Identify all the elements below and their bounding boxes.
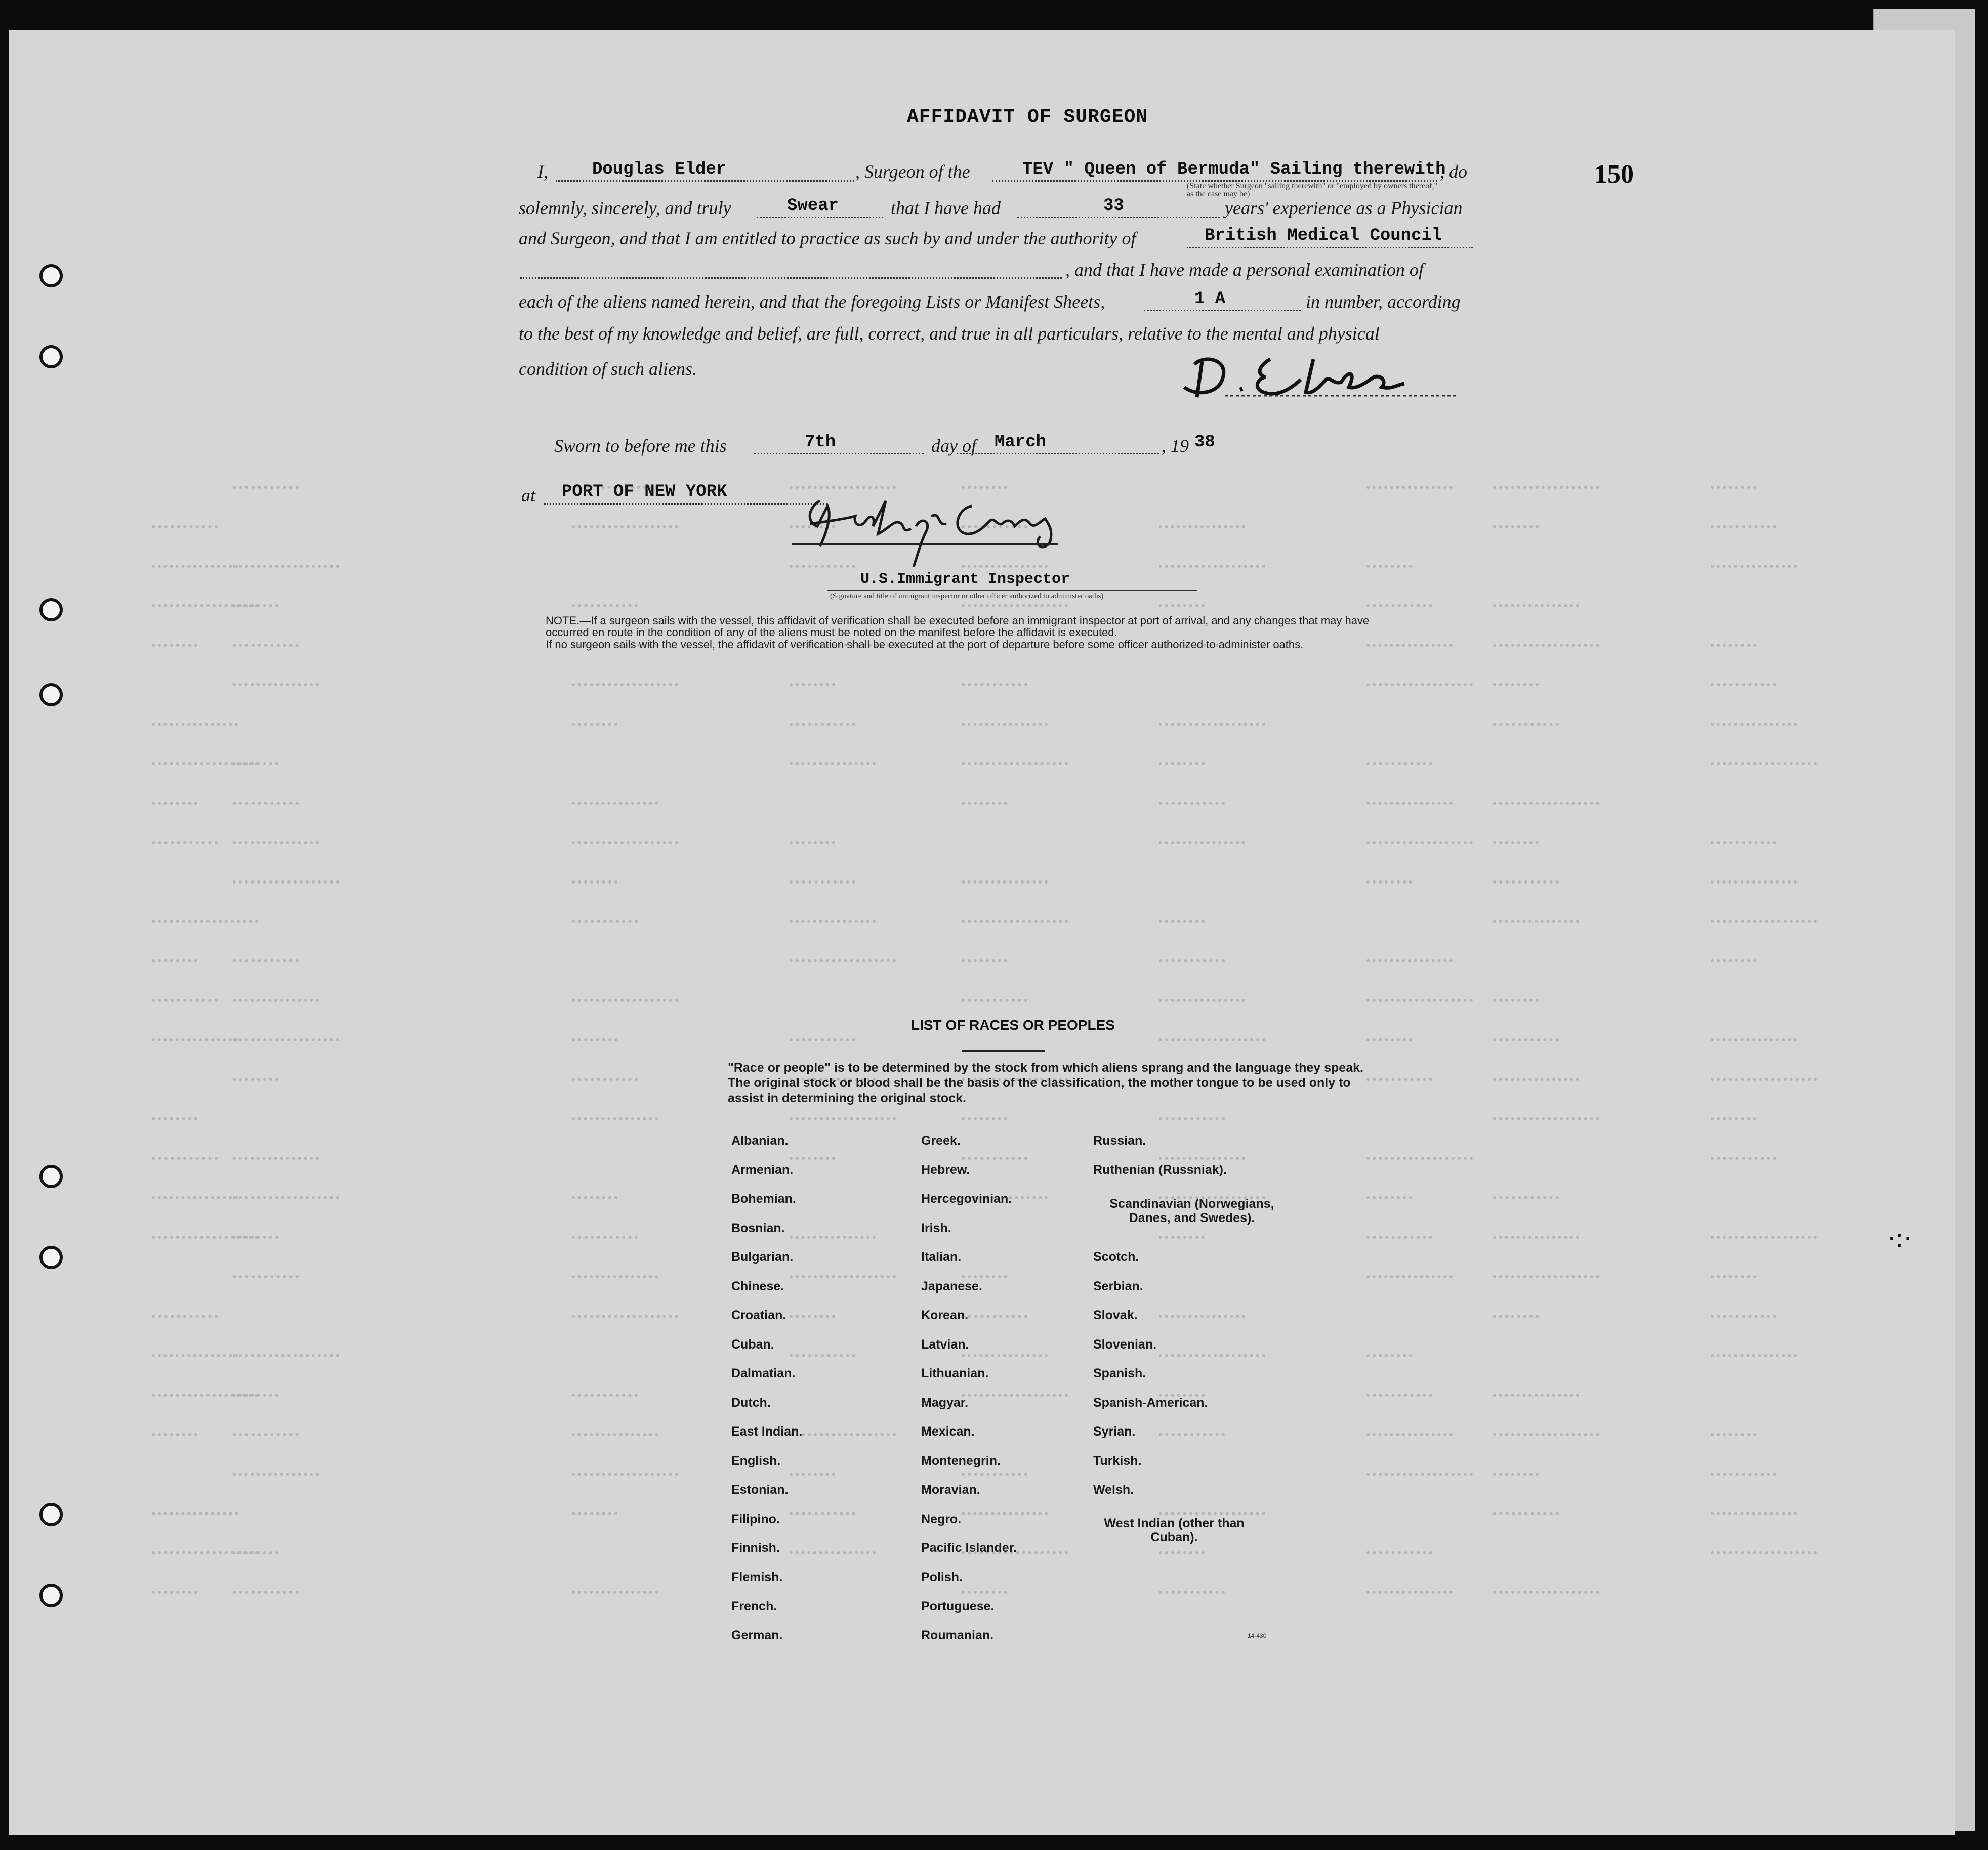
authority-blank	[1187, 247, 1473, 248]
race-item: Pacific Islander.	[921, 1541, 1017, 1555]
bleed-through-mark	[1493, 1270, 1599, 1278]
bleed-through-mark	[152, 560, 238, 568]
bleed-through-mark	[1711, 1546, 1817, 1554]
bleed-through-mark	[1711, 875, 1797, 884]
bleed-through-mark	[152, 1507, 238, 1515]
bleed-through-mark	[1159, 836, 1245, 844]
race-item: Hebrew.	[921, 1162, 970, 1177]
authority-blank-2	[520, 277, 1062, 279]
bleed-through-mark	[1159, 1112, 1225, 1120]
surgeon-name-blank	[556, 180, 854, 182]
binder-hole	[39, 1584, 63, 1607]
sworn-month-blank	[957, 453, 1159, 454]
bleed-through-mark	[152, 954, 197, 962]
bleed-through-mark	[1493, 1033, 1559, 1041]
bleed-through-mark	[1493, 1191, 1559, 1199]
bleed-through-mark	[572, 718, 617, 726]
bleed-through-mark	[572, 1310, 678, 1318]
bleed-through-mark	[572, 796, 658, 805]
race-item: Dutch.	[731, 1395, 771, 1410]
bleed-through-mark	[233, 875, 339, 884]
bleed-through-mark	[233, 954, 299, 962]
binder-hole	[39, 683, 63, 706]
race-item: Magyar.	[921, 1395, 969, 1410]
bleed-through-mark	[790, 954, 896, 962]
sworn-day: 7th	[805, 433, 836, 452]
affidavit-line2-prefix: solemnly, sincerely, and truly	[519, 198, 731, 218]
race-item: Roumanian.	[921, 1628, 994, 1643]
race-item: Montenegrin.	[921, 1453, 1001, 1468]
bleed-through-mark	[1493, 678, 1539, 686]
inspector-caption: (Signature and title of immigrant inspector or other officer authorized to administer oaths)	[830, 592, 1104, 600]
bleed-through-mark	[572, 875, 617, 884]
race-item: Scandinavian (Norwegians, Danes, and Swedes).	[1109, 1197, 1274, 1225]
bleed-through-mark	[1493, 481, 1599, 489]
bleed-through-mark	[790, 1546, 876, 1554]
affidavit-line2-suffix: years' experience as a Physician	[1225, 198, 1463, 218]
vessel-name: TEV " Queen of Bermuda" Sailing therewith	[1022, 160, 1446, 179]
bleed-through-mark	[962, 954, 1007, 962]
race-item: Japanese.	[921, 1279, 982, 1293]
bleed-through-mark	[152, 1428, 197, 1436]
bleed-through-mark	[790, 678, 835, 686]
bleed-through-mark	[1366, 1349, 1412, 1357]
bleed-through-mark	[152, 718, 238, 726]
bleed-through-mark	[1493, 875, 1559, 884]
race-item: Welsh.	[1093, 1483, 1134, 1497]
race-item: Croatian.	[731, 1308, 786, 1322]
bleed-through-mark	[1493, 1428, 1599, 1436]
bleed-through-mark	[1493, 1389, 1579, 1397]
note-line2: occurred en route in the condition of any of the aliens must be noted on the manifest before the affidavit is executed.	[546, 626, 1117, 639]
inspector-title-blank	[827, 590, 1197, 591]
bleed-through-mark	[1366, 1546, 1432, 1554]
inspector-signature	[790, 486, 1073, 577]
bleed-through-mark	[233, 796, 299, 805]
bleed-through-mark	[1493, 1112, 1599, 1120]
race-item: Syrian.	[1093, 1424, 1136, 1439]
bleed-through-mark	[233, 1231, 278, 1239]
bleed-through-mark	[790, 757, 876, 765]
bleed-through-mark	[572, 836, 678, 844]
bleed-through-mark	[572, 994, 678, 1002]
race-item: Moravian.	[921, 1483, 980, 1497]
bleed-through-mark	[962, 875, 1048, 884]
bleed-through-mark	[1711, 1349, 1797, 1357]
bleed-through-mark	[1366, 796, 1453, 805]
race-item: French.	[731, 1599, 777, 1613]
sworn-year: 38	[1194, 433, 1215, 452]
binder-hole	[39, 1165, 63, 1188]
race-item: Mexican.	[921, 1424, 975, 1439]
bleed-through-mark	[152, 1310, 218, 1318]
affidavit-line2-mid: that I have had	[891, 198, 1001, 218]
bleed-through-mark	[233, 757, 278, 765]
bleed-through-mark	[790, 875, 855, 884]
bleed-through-mark	[572, 1270, 658, 1278]
bleed-through-mark	[1366, 1270, 1453, 1278]
surgeon-signature	[1174, 349, 1478, 405]
race-item: Bosnian.	[731, 1221, 785, 1235]
race-item: Russian.	[1093, 1133, 1146, 1148]
race-item: Polish.	[921, 1570, 963, 1584]
bleed-through-mark	[1711, 1428, 1756, 1436]
race-item: Slovak.	[1093, 1308, 1138, 1322]
bleed-through-mark	[1159, 520, 1245, 528]
race-item: Bulgarian.	[731, 1250, 794, 1264]
bleed-through-mark	[1493, 836, 1539, 844]
bleed-through-mark	[233, 678, 319, 686]
bleed-through-mark	[1366, 1428, 1453, 1436]
bleed-through-mark	[233, 1546, 278, 1554]
bleed-through-mark	[152, 836, 218, 844]
bleed-through-mark	[1711, 1033, 1797, 1041]
bleed-through-mark	[233, 1191, 339, 1199]
bleed-through-mark	[1366, 1467, 1473, 1476]
binder-hole	[39, 1246, 63, 1269]
race-item: Italian.	[921, 1250, 962, 1264]
bleed-through-mark	[572, 915, 638, 923]
sheets-count: 1 A	[1194, 289, 1226, 309]
bleed-through-mark	[1366, 954, 1453, 962]
bleed-through-mark	[962, 599, 1068, 607]
bleed-through-mark	[152, 1152, 218, 1160]
bleed-through-mark	[962, 994, 1027, 1002]
affidavit-line6: to the best of my knowledge and belief, are full, correct, and true in all particulars, relative to the mental and physical	[519, 323, 1380, 344]
race-item: Latvian.	[921, 1337, 969, 1352]
bleed-through-mark	[1493, 796, 1599, 805]
bleed-through-mark	[1711, 639, 1756, 647]
bleed-through-mark	[1159, 1546, 1205, 1554]
bleed-through-mark	[1711, 1507, 1797, 1515]
bleed-through-mark	[1366, 1231, 1432, 1239]
bleed-through-mark	[1711, 1231, 1817, 1239]
sworn-year-prefix: , 19	[1162, 436, 1189, 456]
bleed-through-mark	[572, 1586, 658, 1594]
note-line1: NOTE.—If a surgeon sails with the vessel, this affidavit of verification shall be executed before an immigrant inspector at port of arrival, and any changes that may have	[546, 614, 1370, 627]
binder-hole	[39, 1503, 63, 1526]
bleed-through-mark	[1711, 954, 1756, 962]
bleed-through-mark	[1159, 757, 1205, 765]
bleed-through-mark	[790, 1428, 896, 1436]
race-item: Portuguese.	[921, 1599, 995, 1613]
sworn-prefix: Sworn to before me this	[554, 436, 727, 456]
bleed-through-mark	[1493, 520, 1539, 528]
bleed-through-mark	[572, 599, 638, 607]
bleed-through-mark	[152, 1033, 238, 1041]
affidavit-title: AFFIDAVIT OF SURGEON	[907, 106, 1148, 128]
bleed-through-mark	[962, 1112, 1007, 1120]
bleed-through-mark	[152, 1349, 238, 1357]
races-column-2	[921, 1133, 1017, 1657]
race-item: Irish.	[921, 1221, 951, 1235]
bleed-through-mark	[1493, 1507, 1559, 1515]
page-number: 150	[1594, 160, 1634, 189]
bleed-through-mark	[1711, 678, 1776, 686]
oath-word: Swear	[787, 196, 839, 216]
bleed-through-mark	[1366, 1073, 1432, 1081]
affidavit-line5-suffix: in number, according	[1306, 291, 1461, 312]
sworn-month: March	[995, 433, 1047, 452]
bleed-through-mark	[572, 1191, 617, 1199]
bleed-through-mark	[233, 599, 278, 607]
bleed-through-mark	[1366, 639, 1453, 647]
bleed-through-mark	[152, 915, 258, 923]
race-item: English.	[731, 1453, 781, 1468]
bleed-through-mark	[1159, 1586, 1225, 1594]
bleed-through-mark	[572, 1389, 638, 1397]
bleed-through-mark	[152, 1112, 197, 1120]
bleed-through-mark	[1366, 1389, 1432, 1397]
bleed-through-mark	[233, 1152, 319, 1160]
bleed-through-mark	[233, 1073, 278, 1081]
fold-mark: ·:·	[1888, 1225, 1912, 1253]
bleed-through-mark	[1493, 599, 1579, 607]
bleed-through-mark	[1159, 915, 1205, 923]
bleed-through-mark	[1493, 639, 1599, 647]
bleed-through-mark	[1493, 1467, 1539, 1476]
race-item: Albanian.	[731, 1133, 789, 1148]
race-item: Turkish.	[1093, 1453, 1142, 1468]
race-item: German.	[731, 1628, 783, 1643]
affidavit-line7: condition of such aliens.	[519, 359, 697, 379]
bleed-through-mark	[233, 1586, 299, 1594]
bleed-through-mark	[1366, 994, 1473, 1002]
at-label: at	[521, 485, 536, 506]
sworn-day-blank	[754, 453, 924, 454]
race-item: Lithuanian.	[921, 1366, 989, 1380]
bleed-through-mark	[962, 678, 1027, 686]
race-item: Slovenian.	[1093, 1337, 1157, 1352]
bleed-through-mark	[1366, 875, 1412, 884]
form-code: 14-430	[1248, 1632, 1267, 1639]
bleed-through-mark	[1711, 1073, 1817, 1081]
bleed-through-mark	[572, 1231, 638, 1239]
bleed-through-mark	[790, 1033, 855, 1041]
sheets-blank	[1144, 310, 1301, 311]
bleed-through-mark	[1366, 1152, 1473, 1160]
surgeon-name: Douglas Elder	[592, 160, 727, 179]
bleed-through-mark	[152, 1586, 197, 1594]
bleed-through-mark	[233, 1349, 339, 1357]
bleed-through-mark	[1366, 757, 1432, 765]
bleed-through-mark	[572, 520, 678, 528]
years-experience: 33	[1103, 196, 1124, 216]
bleed-through-mark	[1711, 520, 1776, 528]
bleed-through-mark	[572, 678, 678, 686]
bleed-through-mark	[233, 1428, 299, 1436]
port-blank	[544, 503, 827, 505]
race-item: Hercegovinian.	[921, 1192, 1012, 1206]
bleed-through-mark	[1493, 1073, 1579, 1081]
bleed-through-mark	[572, 1073, 638, 1081]
bleed-through-mark	[1711, 560, 1797, 568]
race-item: Korean.	[921, 1308, 969, 1322]
race-item: Chinese.	[731, 1279, 784, 1293]
bleed-through-mark	[152, 796, 197, 805]
inspector-title: U.S.Immigrant Inspector	[860, 571, 1070, 588]
binder-hole	[39, 345, 63, 368]
bleed-through-mark	[233, 1389, 278, 1397]
bleed-through-mark	[1159, 718, 1265, 726]
race-item: Greek.	[921, 1133, 961, 1148]
bleed-through-mark	[1711, 1112, 1756, 1120]
bleed-through-mark	[1159, 796, 1225, 805]
race-item: Spanish.	[1093, 1366, 1146, 1380]
bleed-through-mark	[572, 1033, 617, 1041]
races-column-1	[731, 1133, 802, 1657]
race-item: Scotch.	[1093, 1250, 1139, 1264]
bleed-through-mark	[152, 520, 218, 528]
bleed-through-mark	[1366, 1586, 1453, 1594]
affidavit-line5-prefix: each of the aliens named herein, and that the foregoing Lists or Manifest Sheets,	[519, 291, 1105, 312]
bleed-through-mark	[1159, 994, 1245, 1002]
bleed-through-mark	[1493, 1231, 1579, 1239]
bleed-through-mark	[572, 1467, 678, 1476]
bleed-through-mark	[233, 560, 339, 568]
years-blank	[1017, 217, 1220, 218]
binder-hole	[39, 264, 63, 287]
bleed-through-mark	[572, 1428, 658, 1436]
affidavit-line1-suffix: , do	[1440, 161, 1467, 182]
race-item: Negro.	[921, 1511, 962, 1526]
binder-hole	[39, 598, 63, 621]
race-item: Bohemian.	[731, 1192, 796, 1206]
bleed-through-mark	[1493, 994, 1539, 1002]
bleed-through-mark	[1711, 1310, 1776, 1318]
affidavit-line1-prefix: I,	[537, 161, 548, 182]
race-item: West Indian (other than Cuban).	[1104, 1516, 1245, 1544]
bleed-through-mark	[1711, 718, 1797, 726]
bleed-through-mark	[233, 1270, 299, 1278]
bleed-through-mark	[1366, 836, 1473, 844]
bleed-through-mark	[1493, 915, 1579, 923]
sworn-mid: day of	[931, 436, 976, 456]
bleed-through-mark	[790, 1270, 896, 1278]
races-title: LIST OF RACES OR PEOPLES	[911, 1017, 1115, 1033]
race-item: Armenian.	[731, 1162, 794, 1177]
bleed-through-mark	[1493, 1310, 1539, 1318]
bleed-through-mark	[152, 994, 218, 1002]
affidavit-line1-mid: , Surgeon of the	[855, 161, 970, 182]
race-item: Spanish-American.	[1093, 1395, 1208, 1410]
bleed-through-mark	[233, 1467, 319, 1476]
bleed-through-mark	[572, 1112, 658, 1120]
affidavit-line4: , and that I have made a personal examination of	[1065, 260, 1424, 280]
bleed-through-mark	[790, 718, 855, 726]
races-intro: "Race or people" is to be determined by the stock from which aliens sprang and the language they speak. The original stock or blood shall be the basis of the classification, the mother tongue to be used only to assist in determining the original stock.	[728, 1061, 1363, 1105]
bleed-through-mark	[1159, 599, 1205, 607]
bleed-through-mark	[1711, 757, 1817, 765]
bleed-through-mark	[1159, 560, 1265, 568]
bleed-through-mark	[1711, 1270, 1756, 1278]
bleed-through-mark	[1711, 1467, 1776, 1476]
bleed-through-mark	[1711, 915, 1817, 923]
bleed-through-mark	[790, 1112, 896, 1120]
bleed-through-mark	[152, 1191, 238, 1199]
race-item: Cuban.	[731, 1337, 774, 1352]
oath-blank	[757, 217, 883, 218]
races-title-rule	[962, 1050, 1045, 1052]
bleed-through-mark	[962, 757, 1068, 765]
bleed-through-mark	[233, 994, 319, 1002]
bleed-through-mark	[962, 915, 1068, 923]
port-of-entry: PORT OF NEW YORK	[562, 482, 727, 501]
bleed-through-mark	[152, 639, 197, 647]
races-column-3	[1093, 1133, 1291, 1545]
bleed-through-mark	[790, 1231, 876, 1239]
bleed-through-mark	[1493, 1586, 1599, 1594]
bleed-through-mark	[1159, 954, 1225, 962]
bleed-through-mark	[233, 639, 299, 647]
race-item: Filipino.	[731, 1511, 780, 1526]
affidavit-line3-prefix: and Surgeon, and that I am entitled to practice as such by and under the authority of	[519, 228, 1136, 248]
bleed-through-mark	[1366, 560, 1412, 568]
race-item: Flemish.	[731, 1570, 783, 1584]
bleed-through-mark	[1159, 1033, 1265, 1041]
race-item: Dalmatian.	[731, 1366, 796, 1380]
bleed-through-mark	[962, 718, 1048, 726]
bleed-through-mark	[1366, 678, 1473, 686]
bleed-through-mark	[1711, 481, 1756, 489]
bleed-through-mark	[233, 481, 299, 489]
bleed-through-mark	[962, 796, 1007, 805]
bleed-through-mark	[1711, 836, 1776, 844]
bleed-through-mark	[233, 836, 319, 844]
bleed-through-mark	[572, 1507, 617, 1515]
race-item: Serbian.	[1093, 1279, 1143, 1293]
bleed-through-mark	[1366, 599, 1432, 607]
note-line3: If no surgeon sails with the vessel, the affidavit of verification shall be executed at the port of departure before some officer authorized to administer oaths.	[546, 638, 1304, 651]
race-item: Ruthenian (Russniak).	[1093, 1162, 1227, 1177]
race-item: Estonian.	[731, 1483, 789, 1497]
race-item: East Indian.	[731, 1424, 803, 1439]
bleed-through-mark	[1711, 1152, 1776, 1160]
bleed-through-mark	[790, 836, 835, 844]
vessel-note: (State whether Surgeon "sailing therewith" or "employed by owners thereof," as the case may be)	[1187, 182, 1438, 198]
bleed-through-mark	[1366, 1033, 1412, 1041]
authority: British Medical Council	[1205, 226, 1442, 245]
bleed-through-mark	[233, 1033, 339, 1041]
bleed-through-mark	[1366, 481, 1453, 489]
bleed-through-mark	[1366, 1191, 1412, 1199]
race-item: Finnish.	[731, 1541, 780, 1555]
bleed-through-mark	[790, 915, 876, 923]
bleed-through-mark	[1493, 718, 1559, 726]
